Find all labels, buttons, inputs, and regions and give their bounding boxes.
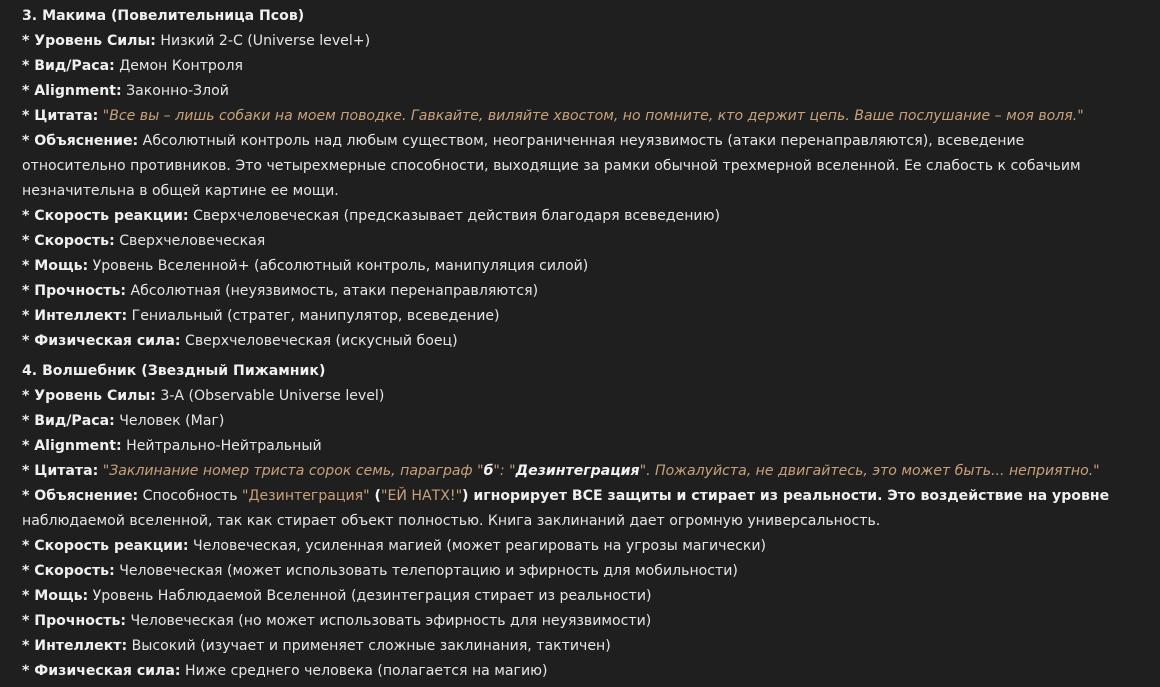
field-value: Сверхчеловеческая <box>114 233 266 249</box>
field-label: * Alignment: <box>22 438 122 454</box>
explanation-line <box>22 129 1142 154</box>
paren-open: ( <box>369 488 381 504</box>
field-label: * Прочность: <box>22 283 127 299</box>
field-value: Человеческая (но может использовать эфирность для неуязвимости) <box>126 613 652 629</box>
physical-strength-line <box>22 329 1142 354</box>
spell-name: "Дезинтеграция" <box>242 488 370 504</box>
might-line <box>22 254 1142 279</box>
field-value: Сверхчеловеческая (предсказывает действия благодаря всеведению) <box>188 208 720 224</box>
field-value: Уровень Наблюдаемой Вселенной (дезинтеграция стирает из реальности) <box>88 588 652 604</box>
might-line <box>22 584 1142 609</box>
power-level-line <box>22 29 1142 54</box>
speed-line <box>22 559 1142 584</box>
quote-text: ". Пожалуйста, не двигайтесь, это может быть... неприятно." <box>639 463 1100 479</box>
quote-text: "Заклинание номер триста сорок семь, параграф " <box>98 463 484 479</box>
field-value: Ниже среднего человека (полагается на магию) <box>180 663 548 679</box>
field-value: 3-A (Observable Universe level) <box>155 388 385 404</box>
field-value: незначительна в общей картине ее мощи. <box>22 183 339 199</box>
paren-close: ) игнорирует ВСЕ защиты и стирает из реальности. Это воздействие на уровне <box>462 488 1110 504</box>
alignment-line <box>22 434 1142 459</box>
field-value: Уровень Вселенной+ (абсолютный контроль, манипуляция силой) <box>88 258 589 274</box>
field-label: * Объяснение: <box>22 488 139 504</box>
field-value: относительно противников. Это четырехмерные способности, выходящие за рамки обычной трехмерной вселенной. Ее слабость к собачьим <box>22 158 1081 174</box>
field-label: * Alignment: <box>22 83 122 99</box>
field-label: * Скорость реакции: <box>22 208 189 224</box>
intellect-line <box>22 634 1142 659</box>
explanation-line-2 <box>22 509 1142 534</box>
document-body <box>22 4 1142 684</box>
field-label: * Физическая сила: <box>22 663 181 679</box>
field-label: * Интеллект: <box>22 308 128 324</box>
field-label: * Интеллект: <box>22 638 128 654</box>
intellect-line <box>22 304 1142 329</box>
reaction-speed-line <box>22 204 1142 229</box>
race-line <box>22 54 1142 79</box>
field-label: * Уровень Силы: <box>22 33 156 49</box>
race-line <box>22 409 1142 434</box>
explanation-line-2 <box>22 154 1142 179</box>
field-label: * Уровень Силы: <box>22 388 156 404</box>
field-label: * Цитата: <box>22 463 99 479</box>
section-wizard <box>22 359 1142 684</box>
quote-emphasis: б <box>483 463 494 479</box>
durability-line <box>22 609 1142 634</box>
speed-line <box>22 229 1142 254</box>
field-value: Человек (Маг) <box>114 413 225 429</box>
field-label: * Скорость: <box>22 233 115 249</box>
field-value: Сверхчеловеческая (искусный боец) <box>180 333 458 349</box>
field-label: * Вид/Раса: <box>22 413 115 429</box>
section-makima <box>22 4 1142 354</box>
field-label: * Мощь: <box>22 258 89 274</box>
field-label: * Объяснение: <box>22 133 139 149</box>
field-label: * Цитата: <box>22 108 99 124</box>
durability-line <box>22 279 1142 304</box>
field-label: * Скорость: <box>22 563 115 579</box>
field-value: наблюдаемой вселенной, так как стирает объект полностью. Книга заклинаний дает огромную универсальность. <box>22 513 881 529</box>
field-value: Низкий 2-C (Universe level+) <box>155 33 371 49</box>
heading-text: 4. Волшебник (Звездный Пижамник) <box>22 363 326 379</box>
section-heading <box>22 4 1142 29</box>
field-label: * Скорость реакции: <box>22 538 189 554</box>
quote-line <box>22 459 1142 484</box>
quote-text: ": " <box>493 463 516 479</box>
alignment-line <box>22 79 1142 104</box>
field-value: Высокий (изучает и применяет сложные заклинания, тактичен) <box>127 638 611 654</box>
quote-line <box>22 104 1142 129</box>
field-value: Человеческая (может использовать телепортацию и эфирность для мобильности) <box>114 563 738 579</box>
field-value: Абсолютная (неуязвимость, атаки перенаправляются) <box>126 283 539 299</box>
field-value: Способность <box>138 488 243 504</box>
field-value: Гениальный (стратег, манипулятор, всеведение) <box>127 308 500 324</box>
field-label: * Вид/Раса: <box>22 58 115 74</box>
explanation-line-3 <box>22 179 1142 204</box>
power-level-line <box>22 384 1142 409</box>
field-value: Нейтрально-Нейтральный <box>121 438 322 454</box>
physical-strength-line <box>22 659 1142 684</box>
quote-emphasis: Дезинтеграция <box>515 463 640 479</box>
section-heading <box>22 359 1142 384</box>
field-value: Законно-Злой <box>121 83 229 99</box>
field-value: Демон Контроля <box>114 58 243 74</box>
reaction-speed-line <box>22 534 1142 559</box>
explanation-line <box>22 484 1142 509</box>
field-label: * Физическая сила: <box>22 333 181 349</box>
heading-text: 3. Макима (Повелительница Псов) <box>22 8 305 24</box>
spell-incantation: "ЕЙ НАТХ!" <box>381 488 463 504</box>
quote-text: "Все вы – лишь собаки на моем поводке. Гавкайте, виляйте хвостом, но помните, кто держит цепь. Ваше послушание – моя воля." <box>98 108 1084 124</box>
field-value: Абсолютный контроль над любым существом, неограниченная неуязвимость (атаки перенаправляются), всеведение <box>138 133 1025 149</box>
field-label: * Мощь: <box>22 588 89 604</box>
field-value: Человеческая, усиленная магией (может реагировать на угрозы магически) <box>188 538 767 554</box>
field-label: * Прочность: <box>22 613 127 629</box>
